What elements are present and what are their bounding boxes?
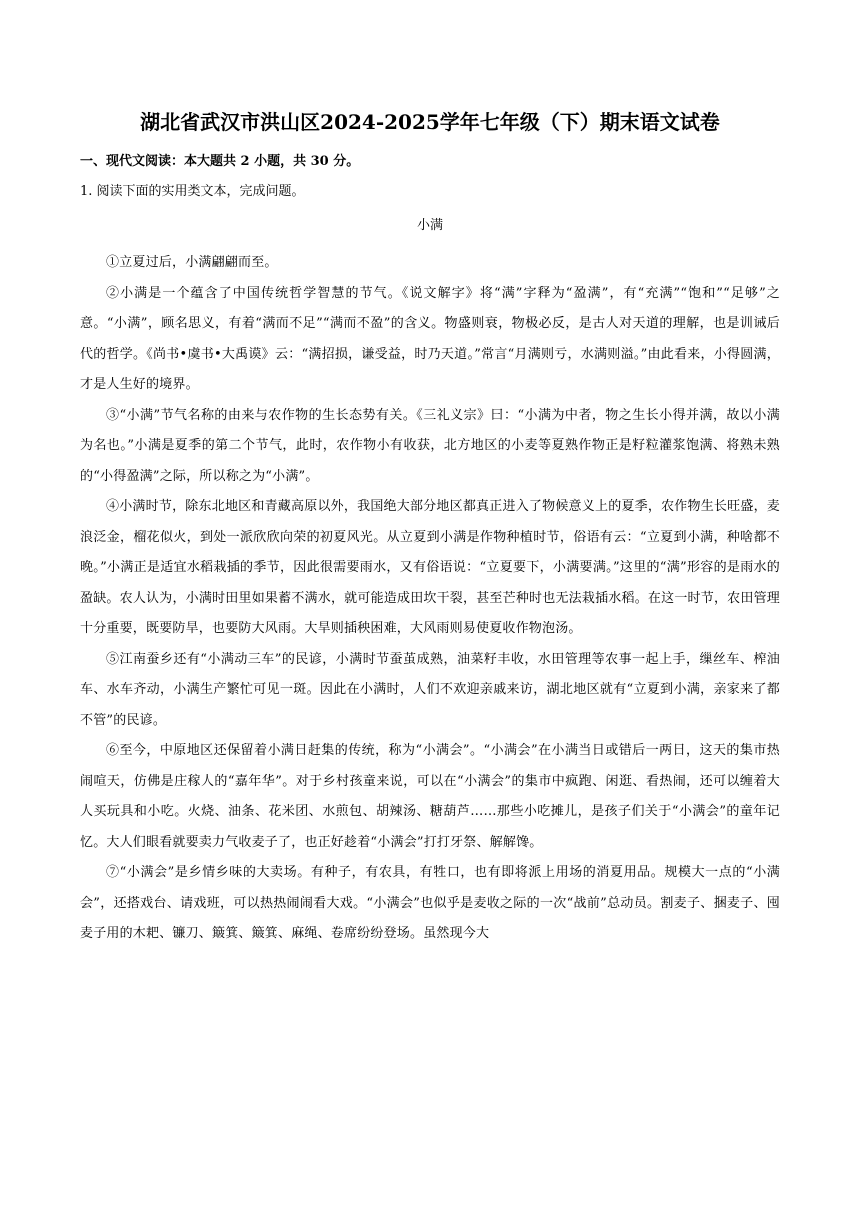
passage-paragraph-7: ⑦“小满会”是乡情乡味的大卖场。有种子，有农具，有牲口，也有即将派上用场的消夏用品。规模大一点的“小满会”，还搭戏台、请戏班，可以热热闹闹看大戏。“小满会”也似乎是麦收之际的一次“战前”总动员。割麦子、捆麦子、囤麦子用的木耙、镰刀、簸箕、簸箕、麻绳、卷席纷纷登场。虽然现今大: [80, 865, 780, 941]
exam-title: 湖北省武汉市洪山区2024-2025学年七年级（下）期末语文试卷: [140, 110, 720, 134]
passage-paragraph-1: ①立夏过后，小满翩翩而至。: [106, 255, 278, 270]
question-prompt: 1. 阅读下面的实用类文本，完成问题。: [80, 184, 305, 199]
passage-paragraph-6: ⑥至今，中原地区还保留着小满日赶集的传统，称为“小满会”。“小满会”在小满当日或错后一两日，这天的集市热闹喧天，仿佛是庄稼人的“嘉年华”。对于乡村孩童来说，可以在“小满会”的集市中疯跑、闲逛、看热闹，还可以缠着大人买玩具和小吃。火烧、油条、花米团、水煎包、胡辣汤、糖葫芦……那些小吃摊儿，是孩子们关于“小满会”的童年记忆。大人们眼看就要卖力气收麦子了，也正好趁着“小满会”打打牙祭、解解馋。: [80, 743, 780, 850]
passage-title: 小满: [416, 218, 443, 233]
passage-paragraph-3: ③“小满”节气名称的由来与农作物的生长态势有关。《三礼义宗》曰：“小满为中者，物之生长小得并满，故以小满为名也。”小满是夏季的第二个节气，此时，农作物小有收获，北方地区的小麦等夏熟作物正是籽粒灌浆饱满、将熟未熟的“小得盈满”之际，所以称之为“小满”。: [80, 407, 780, 484]
exam-page: [80, 108, 780, 950]
passage-body: [80, 248, 780, 950]
section-heading: 一、现代文阅读：本大题共 2 小题，共 30 分。: [80, 154, 360, 169]
passage-paragraph-2: ②小满是一个蕴含了中国传统哲学智慧的节气。《说文解字》将“满”字释为“盈满”，有“充满”“饱和”“足够”之意。“小满”，顾名思义，有着“满而不足”“满而不盈”的含义。物盛则衰，物极必反，是古人对天道的理解，也是训诫后代的哲学。《尚书•虞书•大禹谟》云：“满招损，谦受益，时乃天道。”常言“月满则亏，水满则溢。”由此看来，小得圆满，才是人生好的境界。: [80, 285, 780, 392]
passage-paragraph-5: ⑤江南蚕乡还有“小满动三车”的民谚，小满时节蚕茧成熟，油菜籽丰收，水田管理等农事一起上手，缫丝车、榨油车、水车齐动，小满生产繁忙可见一斑。因此在小满时，人们不欢迎亲戚来访，湖北地区就有“立夏到小满，亲家来了都不管”的民谚。: [80, 651, 780, 728]
passage-paragraph-4: ④小满时节，除东北地区和青藏高原以外，我国绝大部分地区都真正进入了物候意义上的夏季，农作物生长旺盛，麦浪泛金，榴花似火，到处一派欣欣向荣的初夏风光。从立夏到小满是作物种植时节，俗语有云：“立夏到小满，种啥都不晚。”小满正是适宜水稻栽插的季节，因此很需要雨水，又有俗语说：“立夏要下，小满要满。”这里的“满”形容的是雨水的盈缺。农人认为，小满时田里如果蓄不满水，就可能造成田坎干裂，甚至芒种时也无法栽插水稻。在这一时节，农田管理十分重要，既要防旱，也要防大风雨。大旱则插秧困难，大风雨则易使夏收作物泡汤。: [80, 499, 780, 636]
